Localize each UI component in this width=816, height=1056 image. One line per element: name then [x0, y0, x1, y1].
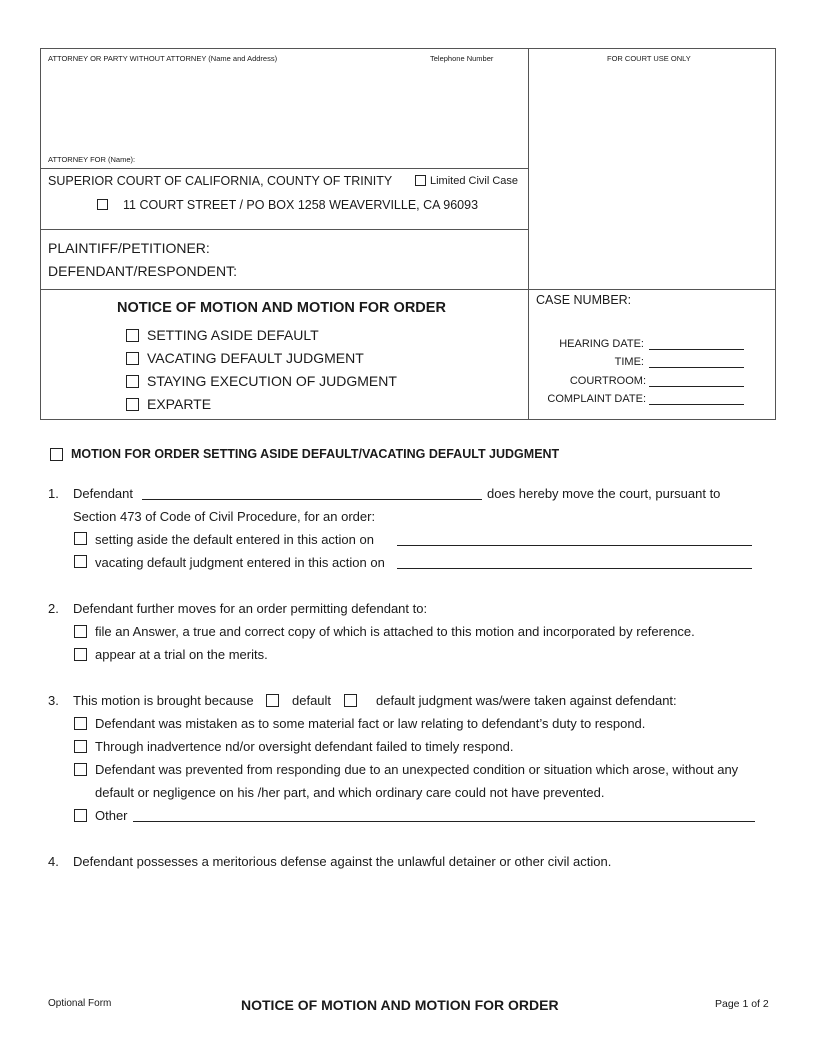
- file-answer-checkbox[interactable]: [74, 625, 87, 638]
- time-label: TIME:: [614, 356, 644, 368]
- item1-move-text: does hereby move the court, pursuant to: [487, 486, 721, 501]
- hearing-date-field[interactable]: [649, 349, 744, 350]
- footer-optional-form: Optional Form: [48, 998, 112, 1009]
- vacating-date-field[interactable]: [397, 568, 752, 569]
- setting-aside-default-checkbox[interactable]: [126, 329, 139, 342]
- attorney-label: ATTORNEY OR PARTY WITHOUT ATTORNEY (Name and Address): [48, 54, 278, 63]
- exparte-checkbox[interactable]: [126, 398, 139, 411]
- exparte-label: EXPARTE: [147, 396, 212, 412]
- item1-defendant: Defendant: [73, 486, 133, 501]
- item2-text: Defendant further moves for an order permitting defendant to:: [73, 601, 428, 616]
- vacating-checkbox[interactable]: [74, 555, 87, 568]
- appear-trial-label: appear at a trial on the merits.: [95, 647, 268, 662]
- item2-number: 2.: [48, 601, 59, 616]
- courtroom-label: COURTROOM:: [569, 375, 646, 387]
- court-address-checkbox[interactable]: [97, 199, 108, 210]
- inadvertence-checkbox[interactable]: [74, 740, 87, 753]
- mistaken-label: Defendant was mistaken as to some material fact or law relating to defendant’s duty to respond.: [95, 716, 646, 731]
- prevented-label-line2: default or negligence on his /her part, and which ordinary care could not have prevented.: [95, 785, 605, 800]
- prevented-checkbox[interactable]: [74, 763, 87, 776]
- form-title: NOTICE OF MOTION AND MOTION FOR ORDER: [117, 300, 446, 316]
- setting-aside-default-label: SETTING ASIDE DEFAULT: [147, 327, 319, 343]
- caption-divider: [528, 48, 529, 420]
- limited-civil-checkbox[interactable]: [415, 175, 426, 186]
- staying-execution-label: STAYING EXECUTION OF JUDGMENT: [147, 373, 397, 389]
- item3-number: 3.: [48, 693, 59, 708]
- staying-execution-checkbox[interactable]: [126, 375, 139, 388]
- file-answer-label: file an Answer, a true and correct copy of which is attached to this motion and incorporated by reference.: [95, 624, 695, 639]
- prevented-label-line1: Defendant was prevented from responding due to an unexpected condition or situation which arose, without any: [95, 762, 739, 777]
- appear-trial-checkbox[interactable]: [74, 648, 87, 661]
- item1-section-text: Section 473 of Code of Civil Procedure, for an order:: [73, 509, 376, 524]
- item1-number: 1.: [48, 486, 59, 501]
- setting-aside-label: setting aside the default entered in this action on: [95, 532, 374, 547]
- item1-defendant-name-field[interactable]: [142, 499, 482, 500]
- default-checkbox[interactable]: [266, 694, 279, 707]
- setting-aside-checkbox[interactable]: [74, 532, 87, 545]
- other-checkbox[interactable]: [74, 809, 87, 822]
- vacating-default-judgment-label: VACATING DEFAULT JUDGMENT: [147, 350, 364, 366]
- motion-section-checkbox[interactable]: [50, 448, 63, 461]
- plaintiff-label: PLAINTIFF/PETITIONER:: [48, 240, 210, 256]
- vacating-default-judgment-checkbox[interactable]: [126, 352, 139, 365]
- complaint-date-label: COMPLAINT DATE:: [547, 393, 646, 405]
- telephone-label: Telephone Number: [430, 54, 494, 63]
- item3-text: This motion is brought because: [73, 693, 254, 708]
- complaint-date-field[interactable]: [649, 404, 744, 405]
- footer-page: Page 1 of 2: [715, 998, 769, 1010]
- default-judgment-checkbox[interactable]: [344, 694, 357, 707]
- item4-text: Defendant possesses a meritorious defense against the unlawful detainer or other civil action.: [73, 854, 612, 869]
- inadvertence-label: Through inadvertence nd/or oversight defendant failed to timely respond.: [95, 739, 514, 754]
- section-heading: MOTION FOR ORDER SETTING ASIDE DEFAULT/VACATING DEFAULT JUDGMENT: [71, 447, 560, 461]
- limited-civil-label: Limited Civil Case: [430, 175, 519, 187]
- court-name: SUPERIOR COURT OF CALIFORNIA, COUNTY OF TRINITY: [48, 174, 393, 188]
- court-use-label: FOR COURT USE ONLY: [607, 54, 691, 63]
- case-number-label: CASE NUMBER:: [536, 293, 632, 307]
- item4-number: 4.: [48, 854, 59, 869]
- setting-aside-date-field[interactable]: [397, 545, 752, 546]
- vacating-label: vacating default judgment entered in this action on: [95, 555, 385, 570]
- other-field[interactable]: [133, 821, 755, 822]
- defendant-label: DEFENDANT/RESPONDENT:: [48, 263, 238, 279]
- courtroom-field[interactable]: [649, 386, 744, 387]
- hearing-date-label: HEARING DATE:: [559, 338, 644, 350]
- time-field[interactable]: [649, 367, 744, 368]
- mistaken-checkbox[interactable]: [74, 717, 87, 730]
- footer-title: NOTICE OF MOTION AND MOTION FOR ORDER: [241, 997, 559, 1013]
- other-label: Other: [95, 808, 128, 823]
- attorney-for-label: ATTORNEY FOR (Name):: [48, 155, 136, 164]
- default-judgment-label: default judgment was/were taken against defendant:: [376, 693, 677, 708]
- court-address: 11 COURT STREET / PO BOX 1258 WEAVERVILLE, CA 96093: [123, 198, 479, 212]
- default-label: default: [292, 693, 332, 708]
